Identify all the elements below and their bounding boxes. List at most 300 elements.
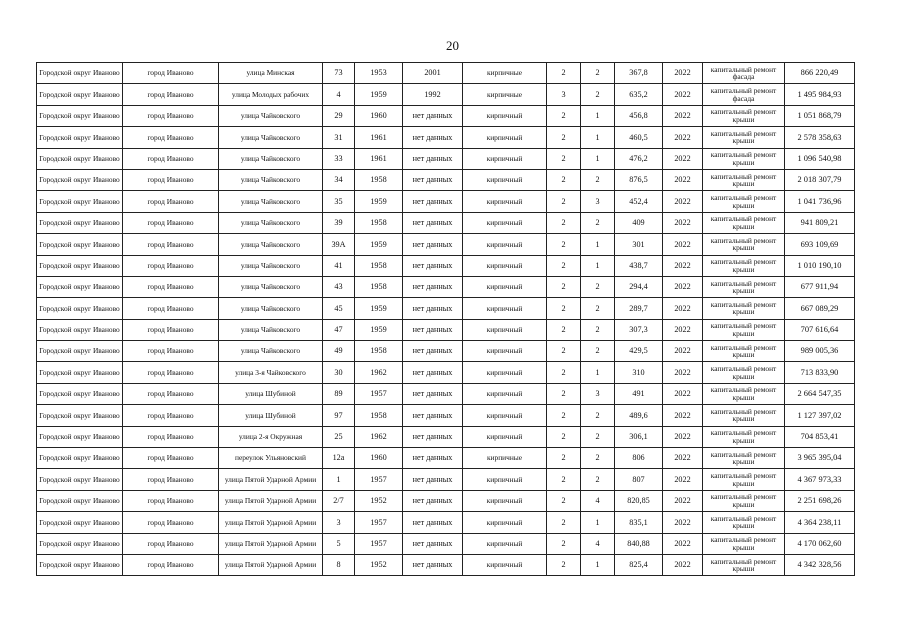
cell-year-overhaul: нет данных [403,554,463,575]
cell-year-overhaul: нет данных [403,405,463,426]
table-row [37,212,855,233]
cell-house: 34 [323,169,355,190]
cell-house: 45 [323,298,355,319]
cell-floors: 2 [547,169,581,190]
table-row [37,319,855,340]
cell-area: 294,4 [615,276,663,297]
cell-year-overhaul: нет данных [403,319,463,340]
cell-year-overhaul: нет данных [403,448,463,469]
cell-street: улица Пятой Ударной Армии [219,469,323,490]
cell-district: Городской округ Иваново [37,169,123,190]
cell-wall-material: кирпичный [463,426,547,447]
cell-year-overhaul: нет данных [403,212,463,233]
cell-house: 39А [323,234,355,255]
cell-wall-material: кирпичный [463,405,547,426]
cell-floors: 2 [547,234,581,255]
cell-wall-material: кирпичные [463,448,547,469]
cell-street: улица Чайковского [219,169,323,190]
cell-plan-year: 2022 [663,554,703,575]
table-row [37,298,855,319]
table-body [37,63,855,576]
cell-street: улица Пятой Ударной Армии [219,512,323,533]
cell-floors: 2 [547,426,581,447]
cell-plan-year: 2022 [663,319,703,340]
cell-cost: 707 616,64 [785,319,855,340]
cell-house: 8 [323,554,355,575]
cell-plan-year: 2022 [663,212,703,233]
cell-work-type: капитальный ремонт крыши [703,448,785,469]
cell-floors: 2 [547,512,581,533]
page-number: 20 [446,38,459,53]
cell-district: Городской округ Иваново [37,127,123,148]
cell-street: улица Чайковского [219,276,323,297]
cell-wall-material: кирпичный [463,191,547,212]
cell-house: 41 [323,255,355,276]
cell-cost: 4 342 328,56 [785,554,855,575]
cell-cost: 3 965 395,04 [785,448,855,469]
cell-wall-material: кирпичный [463,383,547,404]
cell-city: город Иваново [123,362,219,383]
cell-year-built: 1959 [355,234,403,255]
cell-area: 306,1 [615,426,663,447]
cell-city: город Иваново [123,127,219,148]
cell-street: улица 2-я Окружная [219,426,323,447]
cell-house: 3 [323,512,355,533]
cell-city: город Иваново [123,405,219,426]
cell-cost: 989 005,36 [785,341,855,362]
cell-plan-year: 2022 [663,448,703,469]
cell-house: 25 [323,426,355,447]
cell-plan-year: 2022 [663,127,703,148]
cell-area: 438,7 [615,255,663,276]
cell-year-built: 1958 [355,405,403,426]
cell-city: город Иваново [123,448,219,469]
cell-year-overhaul: нет данных [403,148,463,169]
cell-street: улица Чайковского [219,255,323,276]
cell-plan-year: 2022 [663,469,703,490]
table-row [37,191,855,212]
cell-plan-year: 2022 [663,276,703,297]
cell-work-type: капитальный ремонт крыши [703,383,785,404]
cell-wall-material: кирпичный [463,255,547,276]
cell-work-type: капитальный ремонт крыши [703,362,785,383]
cell-year-built: 1958 [355,212,403,233]
cell-entrances: 2 [581,276,615,297]
cell-year-overhaul: нет данных [403,362,463,383]
cell-floors: 2 [547,341,581,362]
cell-city: город Иваново [123,383,219,404]
cell-district: Городской округ Иваново [37,276,123,297]
cell-cost: 1 495 984,93 [785,84,855,105]
cell-street: улица Чайковского [219,105,323,126]
cell-floors: 2 [547,105,581,126]
cell-cost: 941 809,21 [785,212,855,233]
cell-plan-year: 2022 [663,341,703,362]
cell-floors: 2 [547,255,581,276]
housing-overhaul-table [36,62,855,576]
cell-entrances: 1 [581,234,615,255]
cell-work-type: капитальный ремонт крыши [703,148,785,169]
cell-street: улица Чайковского [219,319,323,340]
cell-year-built: 1959 [355,191,403,212]
cell-district: Городской округ Иваново [37,362,123,383]
cell-house: 4 [323,84,355,105]
cell-cost: 2 664 547,35 [785,383,855,404]
cell-area: 289,7 [615,298,663,319]
cell-floors: 2 [547,554,581,575]
cell-year-overhaul: нет данных [403,234,463,255]
cell-work-type: капитальный ремонт крыши [703,512,785,533]
table-row [37,362,855,383]
cell-entrances: 2 [581,405,615,426]
cell-district: Городской округ Иваново [37,512,123,533]
cell-entrances: 1 [581,105,615,126]
cell-entrances: 1 [581,512,615,533]
cell-plan-year: 2022 [663,148,703,169]
cell-area: 476,2 [615,148,663,169]
cell-house: 47 [323,319,355,340]
cell-floors: 2 [547,362,581,383]
cell-city: город Иваново [123,298,219,319]
cell-house: 29 [323,105,355,126]
table-row [37,127,855,148]
cell-cost: 677 911,94 [785,276,855,297]
cell-area: 840,88 [615,533,663,554]
table-row [37,533,855,554]
table-row [37,255,855,276]
cell-floors: 2 [547,490,581,511]
cell-year-built: 1958 [355,276,403,297]
cell-house: 89 [323,383,355,404]
cell-city: город Иваново [123,255,219,276]
cell-work-type: капитальный ремонт крыши [703,127,785,148]
cell-year-built: 1958 [355,341,403,362]
cell-district: Городской округ Иваново [37,490,123,511]
cell-city: город Иваново [123,533,219,554]
cell-district: Городской округ Иваново [37,212,123,233]
cell-entrances: 2 [581,469,615,490]
cell-street: улица 3-я Чайковского [219,362,323,383]
cell-year-built: 1957 [355,469,403,490]
cell-house: 43 [323,276,355,297]
cell-cost: 667 089,29 [785,298,855,319]
cell-wall-material: кирпичный [463,127,547,148]
cell-area: 807 [615,469,663,490]
cell-wall-material: кирпичный [463,148,547,169]
table-row [37,148,855,169]
table-row [37,512,855,533]
cell-floors: 2 [547,469,581,490]
cell-floors: 3 [547,84,581,105]
cell-plan-year: 2022 [663,405,703,426]
cell-city: город Иваново [123,512,219,533]
cell-city: город Иваново [123,554,219,575]
cell-house: 30 [323,362,355,383]
cell-house: 12а [323,448,355,469]
cell-district: Городской округ Иваново [37,383,123,404]
cell-year-overhaul: нет данных [403,255,463,276]
cell-plan-year: 2022 [663,362,703,383]
cell-cost: 1 051 868,79 [785,105,855,126]
table-row [37,554,855,575]
cell-plan-year: 2022 [663,512,703,533]
table-row [37,490,855,511]
cell-plan-year: 2022 [663,490,703,511]
cell-floors: 2 [547,212,581,233]
cell-work-type: капитальный ремонт крыши [703,105,785,126]
cell-district: Городской округ Иваново [37,105,123,126]
cell-year-overhaul: нет данных [403,276,463,297]
cell-entrances: 2 [581,341,615,362]
cell-wall-material: кирпичный [463,169,547,190]
cell-area: 307,3 [615,319,663,340]
cell-street: улица Пятой Ударной Армии [219,490,323,511]
cell-street: улица Шубиной [219,405,323,426]
cell-city: город Иваново [123,212,219,233]
cell-entrances: 3 [581,191,615,212]
cell-area: 825,4 [615,554,663,575]
cell-wall-material: кирпичный [463,362,547,383]
cell-cost: 704 853,41 [785,426,855,447]
cell-cost: 1 010 190,10 [785,255,855,276]
cell-work-type: капитальный ремонт крыши [703,533,785,554]
cell-work-type: капитальный ремонт фасада [703,84,785,105]
cell-year-built: 1959 [355,84,403,105]
cell-city: город Иваново [123,105,219,126]
cell-street: улица Минская [219,63,323,84]
cell-entrances: 2 [581,169,615,190]
table-row [37,234,855,255]
cell-house: 33 [323,148,355,169]
table-row [37,448,855,469]
cell-area: 301 [615,234,663,255]
table-row [37,405,855,426]
cell-entrances: 2 [581,84,615,105]
cell-work-type: капитальный ремонт крыши [703,212,785,233]
cell-house: 73 [323,63,355,84]
cell-area: 409 [615,212,663,233]
cell-street: улица Чайковского [219,341,323,362]
cell-street: улица Молодых рабочих [219,84,323,105]
cell-year-overhaul: нет данных [403,127,463,148]
cell-cost: 713 833,90 [785,362,855,383]
cell-cost: 693 109,69 [785,234,855,255]
cell-house: 49 [323,341,355,362]
cell-house: 39 [323,212,355,233]
cell-entrances: 2 [581,319,615,340]
cell-area: 635,2 [615,84,663,105]
cell-wall-material: кирпичный [463,212,547,233]
cell-district: Городской округ Иваново [37,63,123,84]
cell-floors: 2 [547,298,581,319]
cell-city: город Иваново [123,469,219,490]
cell-wall-material: кирпичный [463,234,547,255]
cell-entrances: 1 [581,362,615,383]
cell-wall-material: кирпичный [463,554,547,575]
cell-work-type: капитальный ремонт крыши [703,469,785,490]
cell-city: город Иваново [123,234,219,255]
cell-city: город Иваново [123,490,219,511]
cell-house: 1 [323,469,355,490]
cell-year-built: 1959 [355,298,403,319]
cell-entrances: 2 [581,63,615,84]
cell-floors: 2 [547,319,581,340]
cell-street: улица Шубиной [219,383,323,404]
table-row [37,84,855,105]
cell-house: 97 [323,405,355,426]
cell-plan-year: 2022 [663,84,703,105]
cell-year-built: 1959 [355,319,403,340]
cell-city: город Иваново [123,341,219,362]
cell-year-built: 1962 [355,362,403,383]
cell-area: 456,8 [615,105,663,126]
cell-wall-material: кирпичный [463,298,547,319]
cell-district: Городской округ Иваново [37,148,123,169]
cell-year-built: 1957 [355,533,403,554]
cell-district: Городской округ Иваново [37,554,123,575]
cell-year-built: 1961 [355,148,403,169]
cell-year-overhaul: нет данных [403,298,463,319]
table-row [37,469,855,490]
cell-plan-year: 2022 [663,105,703,126]
table-row [37,105,855,126]
cell-district: Городской округ Иваново [37,234,123,255]
cell-year-built: 1962 [355,426,403,447]
cell-city: город Иваново [123,84,219,105]
cell-work-type: капитальный ремонт крыши [703,426,785,447]
cell-city: город Иваново [123,276,219,297]
cell-year-built: 1953 [355,63,403,84]
table-row [37,341,855,362]
cell-house: 31 [323,127,355,148]
cell-wall-material: кирпичный [463,512,547,533]
cell-year-overhaul: нет данных [403,426,463,447]
cell-work-type: капитальный ремонт крыши [703,490,785,511]
cell-entrances: 2 [581,448,615,469]
cell-work-type: капитальный ремонт крыши [703,191,785,212]
cell-entrances: 2 [581,212,615,233]
cell-street: улица Чайковского [219,212,323,233]
cell-area: 835,1 [615,512,663,533]
cell-cost: 1 041 736,96 [785,191,855,212]
cell-work-type: капитальный ремонт крыши [703,255,785,276]
cell-entrances: 1 [581,127,615,148]
cell-year-built: 1958 [355,255,403,276]
cell-year-built: 1960 [355,448,403,469]
cell-house: 35 [323,191,355,212]
cell-work-type: капитальный ремонт крыши [703,169,785,190]
cell-city: город Иваново [123,191,219,212]
table-row [37,169,855,190]
cell-area: 367,8 [615,63,663,84]
cell-floors: 2 [547,191,581,212]
cell-wall-material: кирпичный [463,341,547,362]
cell-area: 460,5 [615,127,663,148]
cell-plan-year: 2022 [663,383,703,404]
cell-work-type: капитальный ремонт крыши [703,319,785,340]
cell-street: улица Чайковского [219,127,323,148]
cell-work-type: капитальный ремонт крыши [703,405,785,426]
cell-work-type: капитальный ремонт крыши [703,341,785,362]
cell-cost: 2 251 698,26 [785,490,855,511]
cell-entrances: 2 [581,298,615,319]
cell-cost: 4 364 238,11 [785,512,855,533]
cell-year-overhaul: нет данных [403,105,463,126]
cell-street: улица Пятой Ударной Армии [219,554,323,575]
cell-plan-year: 2022 [663,191,703,212]
cell-district: Городской округ Иваново [37,341,123,362]
cell-work-type: капитальный ремонт крыши [703,276,785,297]
cell-floors: 2 [547,127,581,148]
cell-cost: 2 018 307,79 [785,169,855,190]
cell-house: 5 [323,533,355,554]
table-row [37,426,855,447]
cell-plan-year: 2022 [663,255,703,276]
cell-district: Городской округ Иваново [37,84,123,105]
cell-city: город Иваново [123,63,219,84]
cell-area: 452,4 [615,191,663,212]
cell-street: улица Пятой Ударной Армии [219,533,323,554]
cell-floors: 2 [547,448,581,469]
cell-year-built: 1952 [355,490,403,511]
cell-district: Городской округ Иваново [37,255,123,276]
cell-wall-material: кирпичный [463,533,547,554]
cell-area: 820,85 [615,490,663,511]
cell-year-overhaul: нет данных [403,169,463,190]
cell-street: улица Чайковского [219,234,323,255]
cell-entrances: 1 [581,554,615,575]
cell-plan-year: 2022 [663,234,703,255]
cell-district: Городской округ Иваново [37,469,123,490]
cell-year-built: 1952 [355,554,403,575]
cell-wall-material: кирпичный [463,319,547,340]
cell-wall-material: кирпичный [463,490,547,511]
cell-district: Городской округ Иваново [37,448,123,469]
cell-year-overhaul: нет данных [403,191,463,212]
cell-plan-year: 2022 [663,426,703,447]
cell-district: Городской округ Иваново [37,533,123,554]
cell-year-built: 1961 [355,127,403,148]
cell-wall-material: кирпичный [463,276,547,297]
cell-floors: 2 [547,63,581,84]
cell-street: улица Чайковского [219,148,323,169]
cell-floors: 2 [547,405,581,426]
cell-cost: 866 220,49 [785,63,855,84]
cell-cost: 1 096 540,98 [785,148,855,169]
cell-year-overhaul: нет данных [403,490,463,511]
cell-entrances: 1 [581,148,615,169]
table-row [37,63,855,84]
cell-cost: 1 127 397,02 [785,405,855,426]
cell-floors: 2 [547,533,581,554]
cell-floors: 2 [547,148,581,169]
cell-wall-material: кирпичный [463,105,547,126]
cell-district: Городской округ Иваново [37,191,123,212]
cell-cost: 4 170 062,60 [785,533,855,554]
cell-plan-year: 2022 [663,169,703,190]
cell-city: город Иваново [123,426,219,447]
cell-plan-year: 2022 [663,298,703,319]
cell-street: улица Чайковского [219,298,323,319]
cell-floors: 2 [547,383,581,404]
cell-street: переулок Ульяновский [219,448,323,469]
cell-floors: 2 [547,276,581,297]
cell-entrances: 4 [581,533,615,554]
cell-year-built: 1960 [355,105,403,126]
cell-area: 310 [615,362,663,383]
cell-wall-material: кирпичные [463,63,547,84]
cell-wall-material: кирпичный [463,469,547,490]
